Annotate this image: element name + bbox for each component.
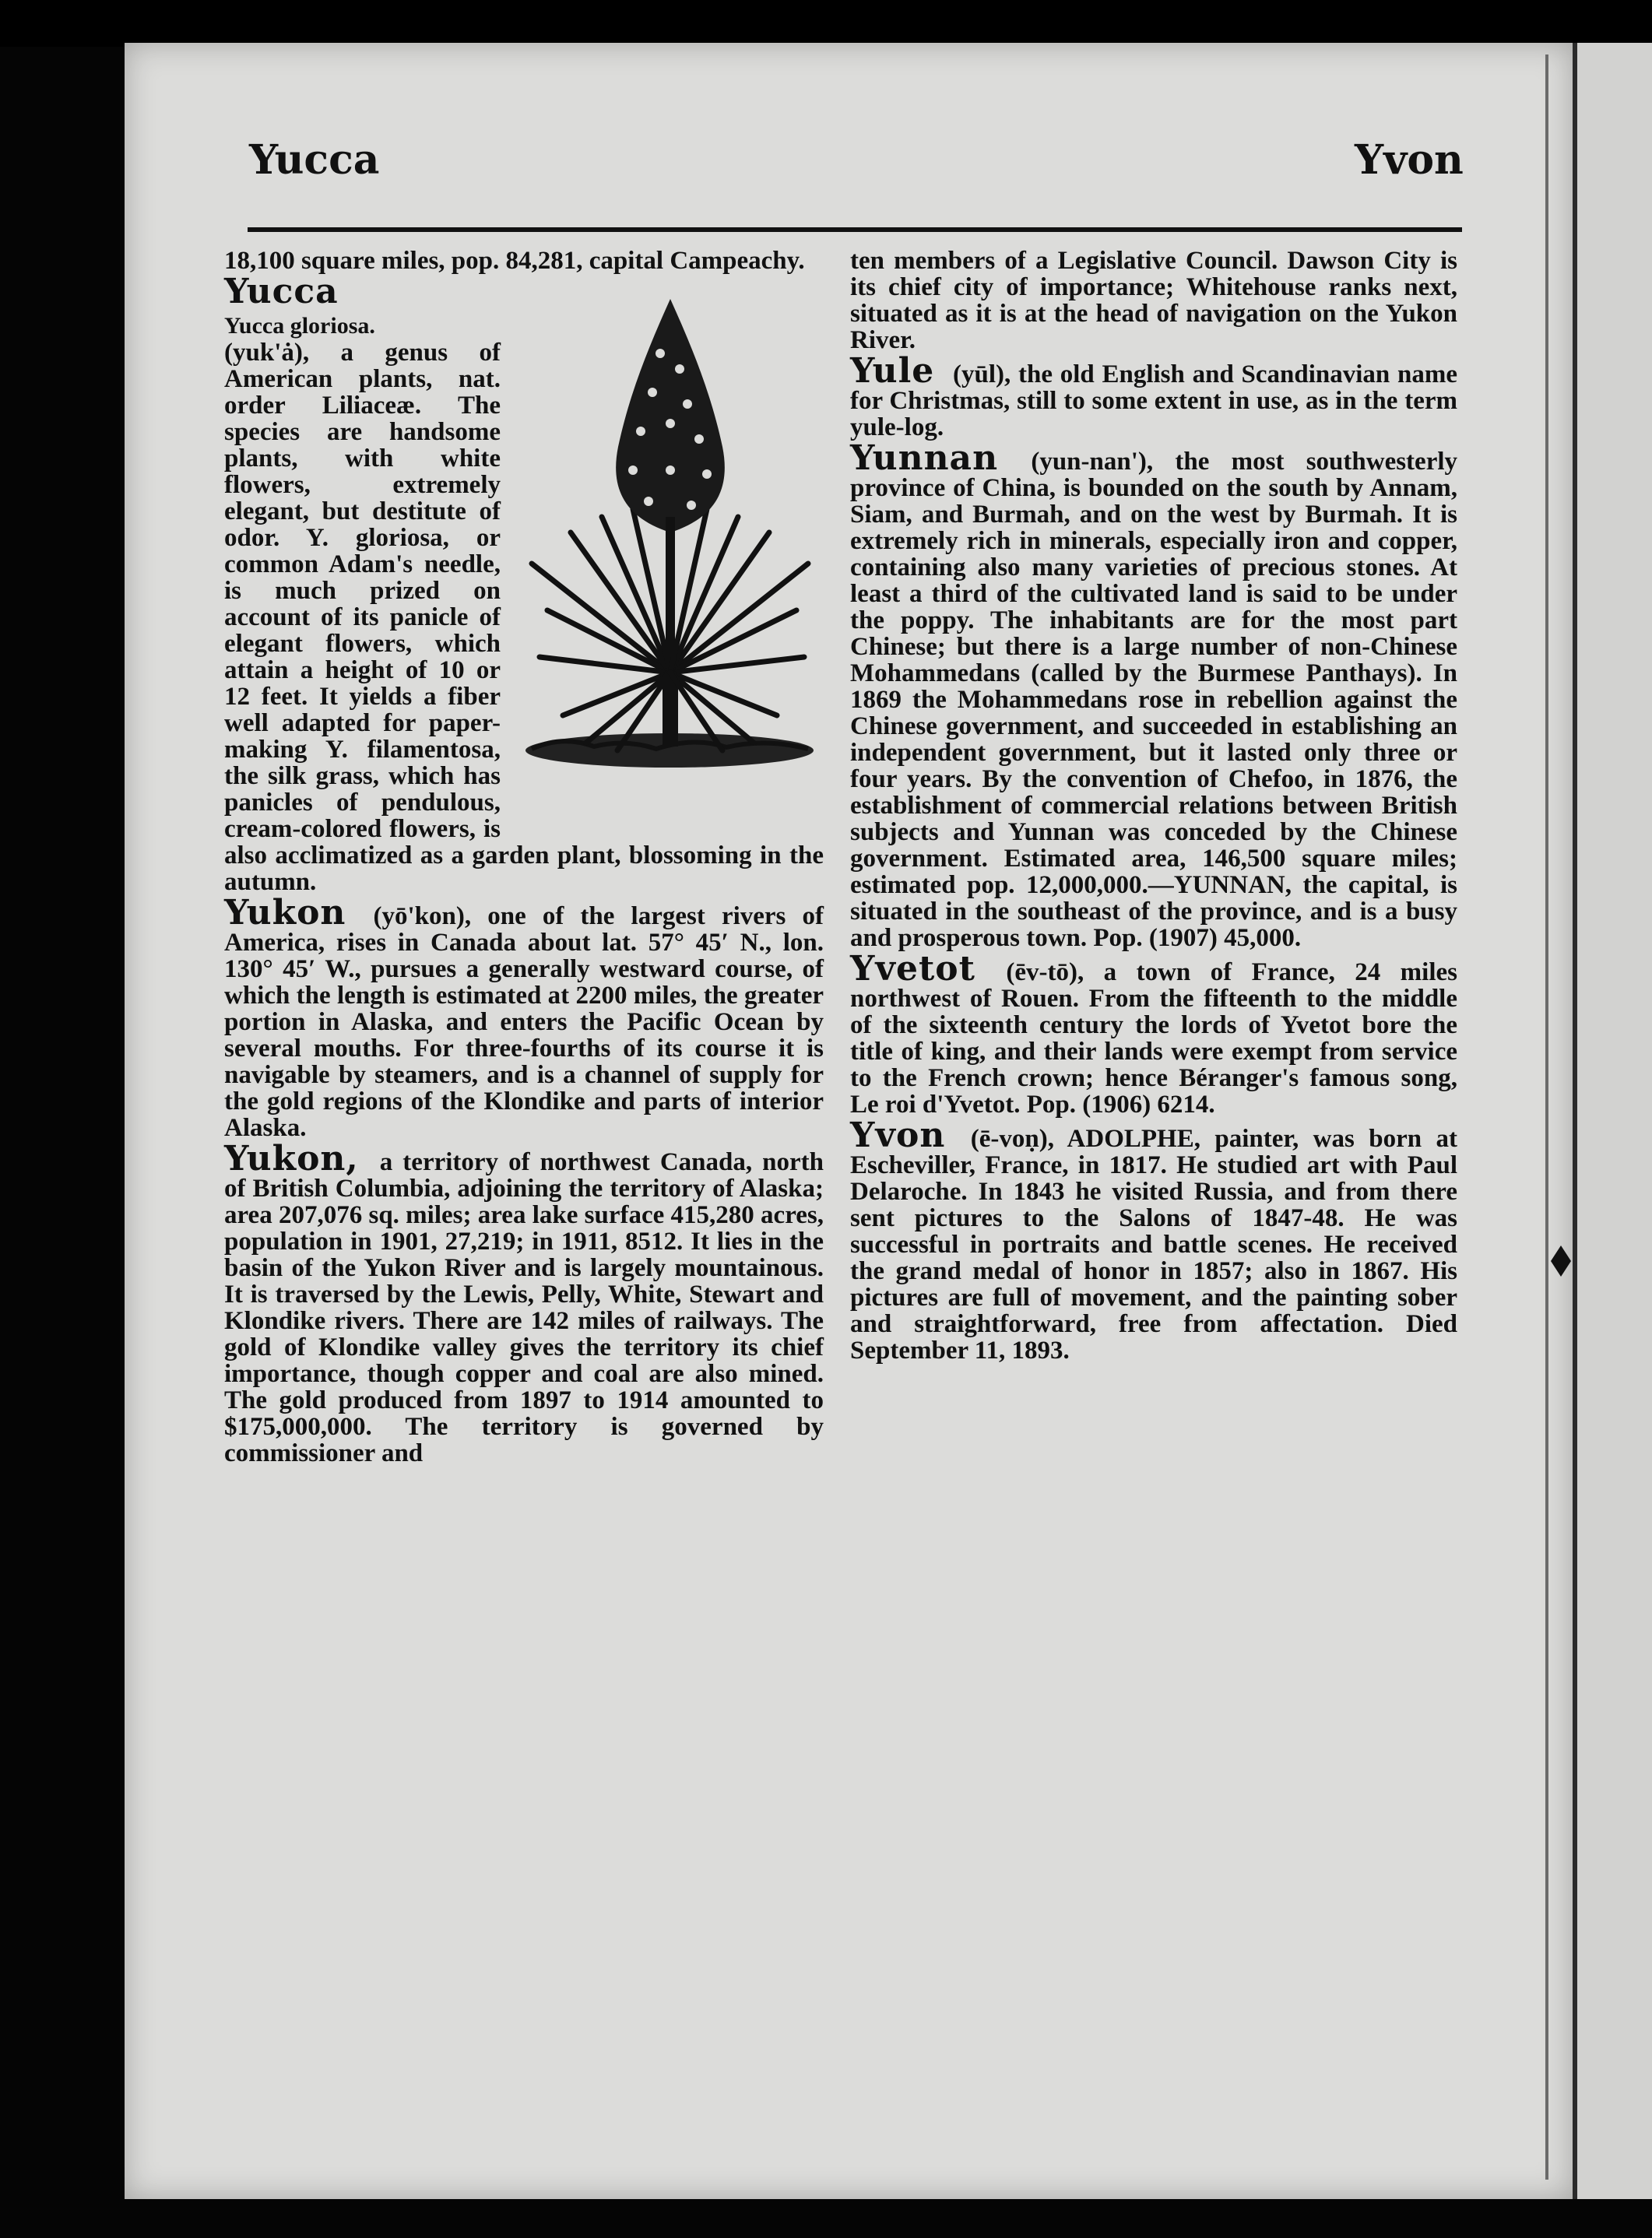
entry-yucca — [224, 272, 824, 311]
running-head-right: Yvon — [1355, 136, 1464, 184]
yucca-plant-illustration — [516, 283, 824, 782]
headword-yukon-river: Yukon — [224, 893, 346, 933]
headword-yule: Yule — [850, 351, 935, 391]
entry-yukon-river — [224, 893, 824, 1142]
yucca-figure — [516, 283, 824, 828]
left-column — [224, 248, 824, 1471]
headword-yvon: Yvon — [850, 1115, 946, 1155]
header-rule — [248, 227, 1462, 232]
next-page-edge — [1573, 43, 1652, 2199]
definition-yvetot: (ēv-tō), a town of France, 24 miles northwest of Rouen. From the fifteenth to the middle of the sixteenth century the lords of Yvetot bore the title of king, and their lands were exempt from service to the French crown; hence Béranger's famous song, Le roi d'Yvetot. Pop. (1906) 6214. — [850, 958, 1457, 1119]
headword-yucca: Yucca — [224, 272, 339, 311]
running-head-left: Yucca — [249, 136, 380, 184]
continued-entry: 18,100 square miles, pop. 84,281, capital Campeachy. — [224, 247, 805, 275]
entry-yule — [850, 351, 1457, 441]
definition-yukon-territory: a territory of northwest Canada, north of British Columbia, adjoining the territory of Alaska; area 207,076 sq. miles; area lake surface 415,280 acres, population in 1901, 27,219; in 1911, 8512. It lies in the basin of the Yukon River and is largely mountainous. It is traversed by the Lewis, Pelly, White, Stewart and Klondike rivers. There are 142 miles of railways. The gold of Klondike valley gives the territory its chief importance, though copper and coal are also mined. The gold produced from 1897 to 1914 amounted to $175,000,000. The territory is governed by commissioner and — [224, 1148, 824, 1467]
headword-yvetot: Yvetot — [850, 949, 975, 989]
definition-yunnan: (yun-nan'), the most southwesterly province of China, is bounded on the south by Annam, Siam, and Burmah, and on the west by Burmah. It is extremely rich in minerals, especially iron and copper, containing also many varieties of precious stones. At least a third of the cultivated land is said to be under the poppy. The inhabitants are for the most part Chinese; but there is a large number of non-Chinese Mohammedans (called by the Burmese Panthays). In 1869 the Mohammedans rose in rebellion against the Chinese government, and succeeded in establishing an independent government, but it lasted only three or four years. By the convention of Chefoo, in 1876, the establishment of commercial relations between British subjects and Yunnan was conceded by the Chinese government. Estimated area, 146,500 square miles; estimated pop. 12,000,000.—YUNNAN, the capital, is situated in the southeast of the province, and is a busy and prosperous town. Pop. (1907) 45,000. — [850, 448, 1458, 952]
headword-yunnan: Yunnan — [850, 438, 999, 478]
figure-caption: Yucca gloriosa. — [224, 313, 375, 339]
definition-yukon-river: (yō'kon), one of the largest rivers of America, rises in Canada about lat. 57° 45′ N., lon. 130° 45′ W., pursues a generally westward course, of which the length is estimated at 2200 miles, the greater portion in Alaska, and enters the Pacific Ocean by several mouths. For three-fourths of its course it is navigable by steamers, and is a channel of supply for the gold regions of the Klondike and parts of interior Alaska. — [224, 902, 824, 1142]
entry-yukon-territory — [224, 1139, 824, 1467]
page-fold-line — [1545, 54, 1548, 2180]
scan-border — [0, 0, 1652, 47]
entry-yunnan — [850, 438, 1458, 952]
definition-yule: (yūl), the old English and Scandinavian name for Christmas, still to some extent in use, as in the term yule-log. — [850, 360, 1457, 441]
entry-yvon — [850, 1115, 1457, 1365]
definition-yucca: (yuk'ȧ), a genus of American plants, nat. order Liliaceæ. The species are handsome plants, with white flowers, extremely elegant, but destitute of odor. Y. gloriosa, or common Adam's needle, is much prized on account of its panicle of elegant flowers, which attain a height of 10 or 12 feet. It yields a fiber well adapted for paper-making Y. filamentosa, the silk grass, which has panicles of pendulous, cream-colored flowers, is also acclimatized as a garden plant, blossoming in the autumn. — [224, 339, 824, 896]
entry-yvetot — [850, 949, 1457, 1119]
binding-thread-mark — [1549, 1245, 1573, 1277]
definition-yvon: (ē-voṇ), ADOLPHE, painter, was born at Escheviller, France, in 1817. He studied art with Paul Delaroche. In 1843 he visited Russia, and from there sent pictures to the Salons of 1847-48. He was successful in portraits and battle scenes. He received the grand medal of honor in 1857; also in 1867. His pictures are full of movement, and the painting sober and straightforward, free from affectation. Died September 11, 1893. — [850, 1125, 1457, 1365]
right-column — [850, 248, 1457, 1368]
headword-yukon-territory: Yukon, — [224, 1139, 359, 1179]
continued-entry-right: ten members of a Legislative Council. Dawson City is its chief city of importance; Whitehouse ranks next, situated as it is at the head of navigation on the Yukon River. — [850, 247, 1457, 354]
